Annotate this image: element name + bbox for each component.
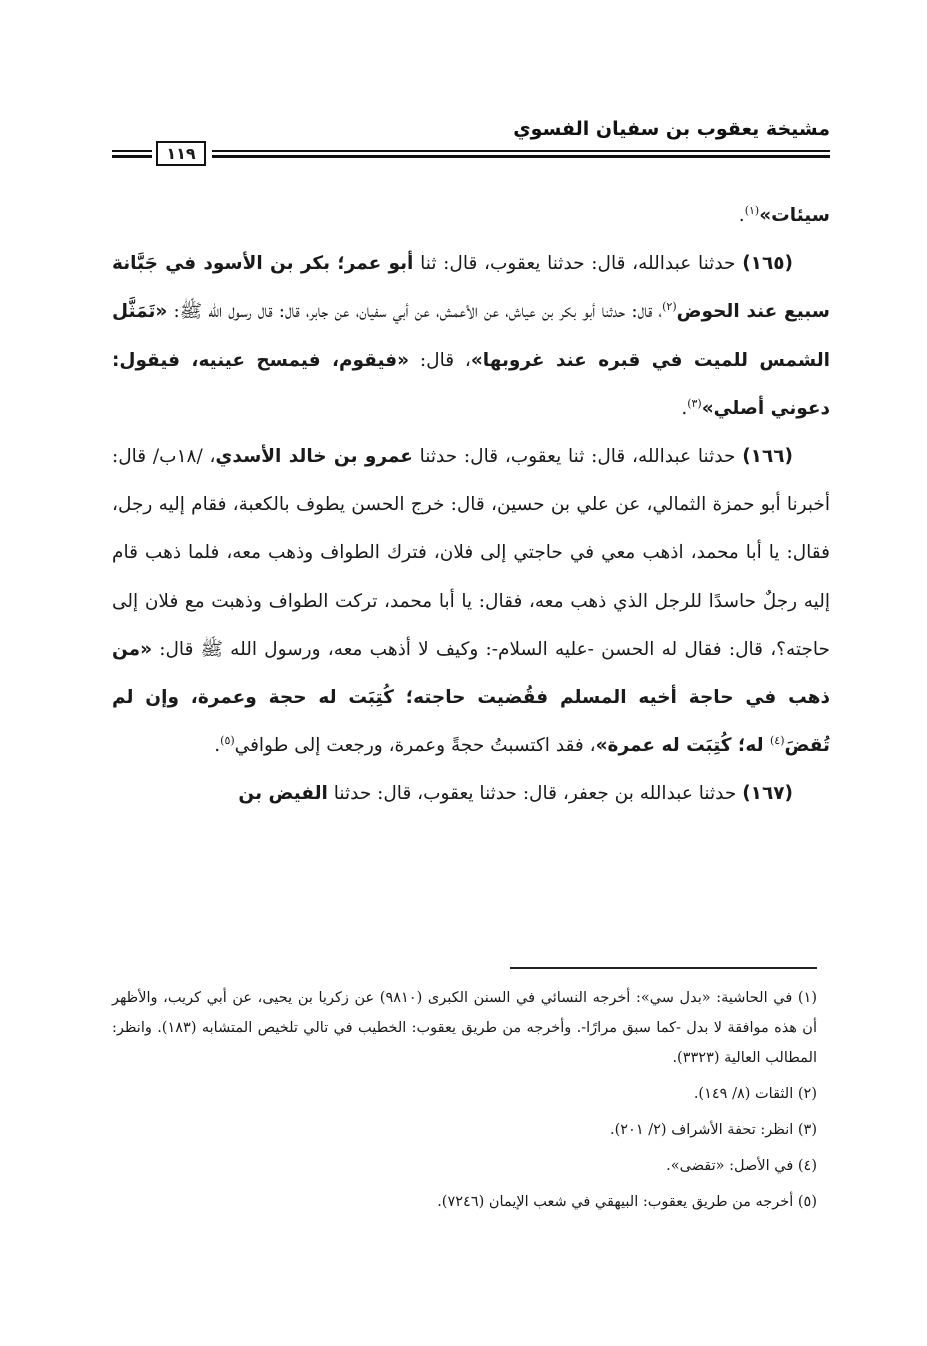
header-rule (212, 155, 830, 158)
footnote-4: (٤) في الأصل: «تقضى». (666, 1158, 817, 1174)
header-rule-short (112, 155, 152, 158)
hadith-number: (١٦٦) (742, 446, 793, 468)
main-text (112, 192, 830, 819)
footnote-ref: (٥) (220, 734, 235, 748)
footnote-ref: (٢) (662, 300, 677, 314)
hadith-167: (١٦٧) حدثنا عبدالله بن جعفر، قال: حدثنا يعقوب، قال: حدثنا الفيض بن (238, 783, 793, 805)
footnote-ref: (٤) (769, 734, 785, 748)
footnote-3: (٣) انظر: تحفة الأشراف (٢/ ٢٠١). (609, 1122, 817, 1138)
page-header (112, 118, 830, 168)
paragraph-continuation: سيئات»$^{(١)}$. (738, 203, 830, 226)
hadith-number: (١٦٧) (742, 783, 793, 805)
header-rule-short (112, 150, 152, 152)
hadith-number: (١٦٥) (742, 253, 793, 275)
footnote-5: (٥) أخرجه من طريق يعقوب: البيهقي في شعب الإيمان (٧٢٤٦). (437, 1194, 817, 1210)
footnote-2: (٢) الثقات (٨/ ١٤٩). (693, 1086, 817, 1102)
footnotes (112, 983, 817, 1217)
footnote-1: (١) في الحاشية: «بدل سي»: أخرجه النسائي في السنن الكبرى (٩٨١٠) عن زكريا بن يحيى، عن أبي كريب، والأظهر أن هذه موافقة لا بدل -كما سبق مرارًا-. وأخرجه من طريق يعقوب: الخطيب في تالي تلخيص المتشابه (١٨٣). وانظر: المطالب العالية (٣٣٢٣). (112, 990, 817, 1066)
header-rule (212, 150, 830, 152)
hadith-166: (١٦٦) حدثنا عبدالله، قال: ثنا يعقوب، قال: حدثنا عمرو بن خالد الأسدي، /١٨ب/ قال: أخبرنا أبو حمزة الثمالي، عن علي بن حسين، قال: خرج الحسن يطوف بالكعبة، فقام إليه رجل، فقال: يا أبا محمد، اذهب معي في حاجتي إلى فلان، فترك الطواف وذهب معه، فلما ذهب قام إليه رجلٌ حاسدًا للرجل الذي ذهب معه، فقال: يا أبا محمد، تركت الطواف وذهبت مع فلان إلى حاجته؟، قال: فقال له الحسن -عليه السلام-: وكيف لا أذهب معه، ورسول الله ﷺ قال: «من ذهب في حاجة أخيه المسلم فقُضيت حاجته؛ كُتِبَت له حجة وعمرة، وإن لم تُقضَ$^{(٤)}$ له؛ كُتِبَت له عمرة»، فقد اكتسبتُ حجةً وعمرة، ورجعت إلى طوافي$^{(٥)}$. (112, 446, 830, 757)
hadith-165: (١٦٥) حدثنا عبدالله، قال: حدثنا يعقوب، قال: ثنا أبو عمر؛ بكر بن الأسود في جَبَّانة سبيع عند الحوض$^{(٢)}$، قال: حدثنا أبو بكر بن عياش، عن الأعمش، عن أبي سفيان، عن جابر، قال: قال رسول الله ﷺ: «تَمَثَّل الشمس للميت في قبره عند غروبها»، قال: «فيقوم، فيمسح عينيه، فيقول: دعوني أصلي»$^{(٣)}$. (112, 253, 830, 419)
running-title: مشيخة يعقوب بن سفيان الفسوي (513, 118, 830, 140)
page-number: ١١٩ (156, 141, 206, 166)
footnote-separator (510, 967, 817, 969)
footnote-ref: (٣) (687, 396, 702, 410)
footnote-ref: (١) (744, 203, 760, 217)
